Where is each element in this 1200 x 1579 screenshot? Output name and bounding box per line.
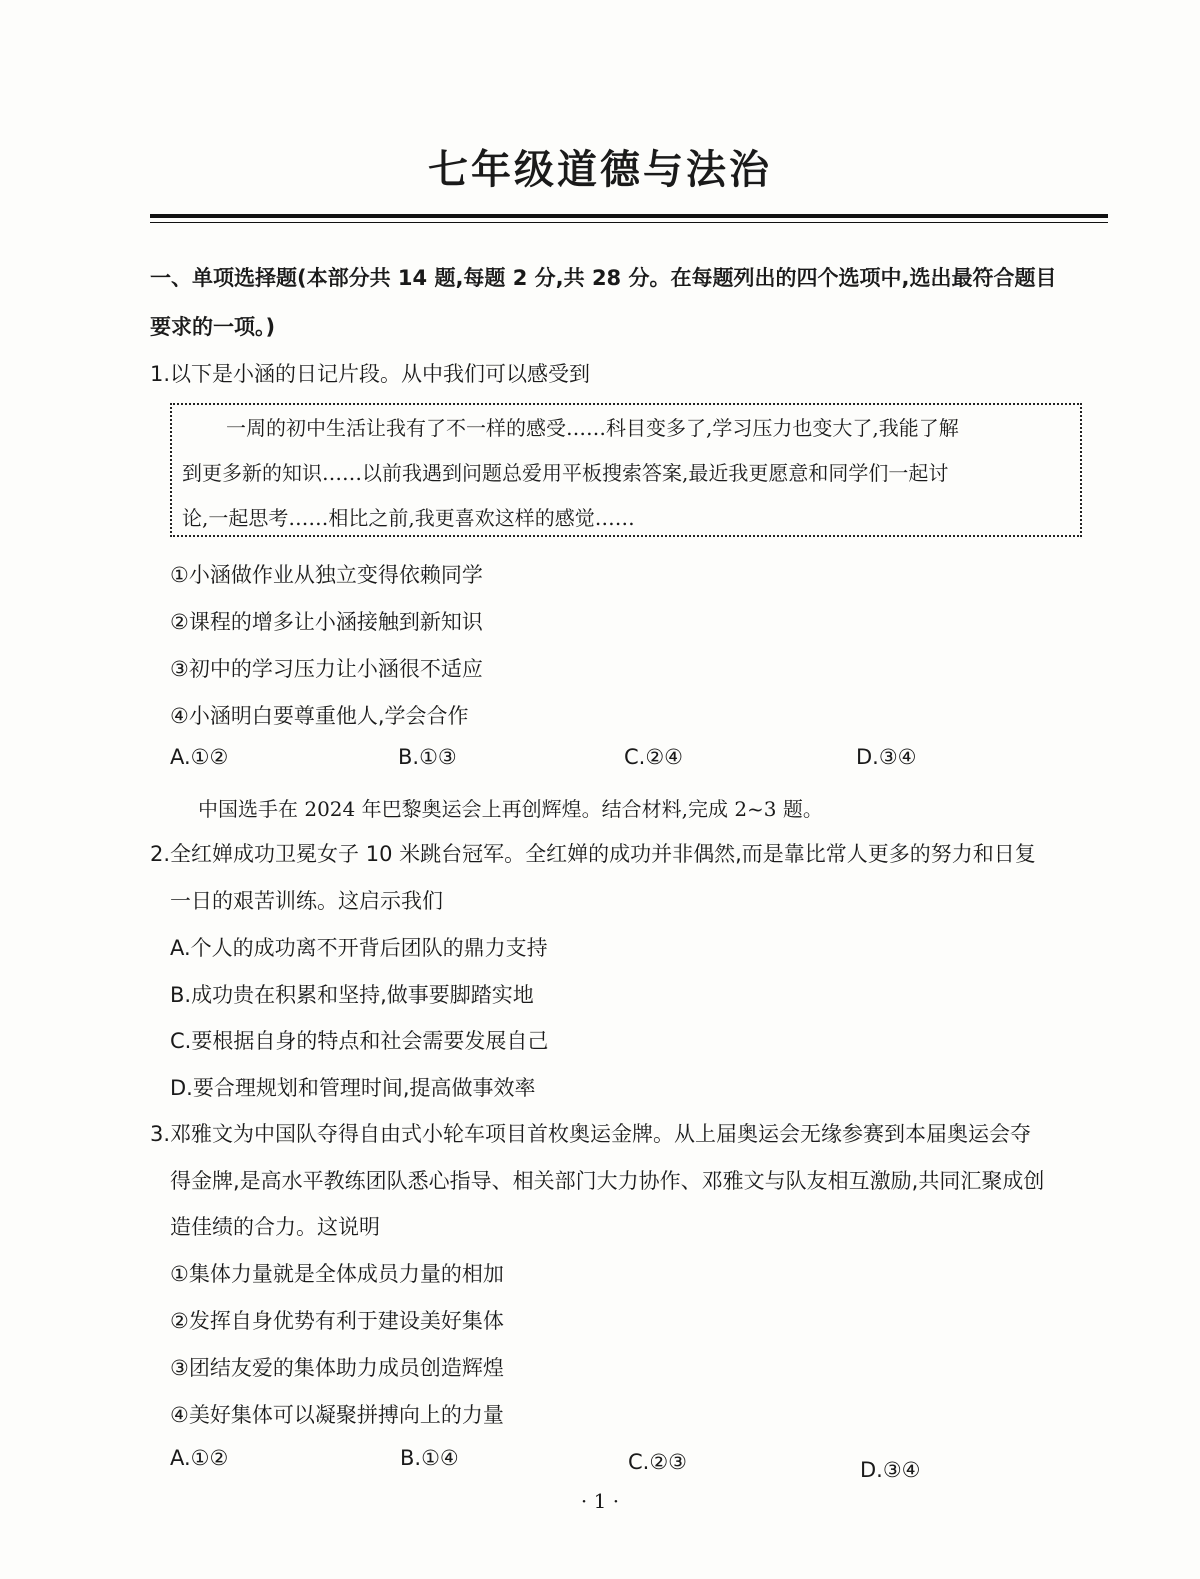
- q2-option-d: D.要合理规划和管理时间,提高做事效率: [170, 1076, 536, 1100]
- q3-statement: ④美好集体可以凝聚拼搏向上的力量: [170, 1403, 504, 1427]
- q2-option-a: A.个人的成功离不开背后团队的鼎力支持: [170, 936, 548, 960]
- page-title: 七年级道德与法治: [428, 147, 772, 193]
- q3-statement: ③团结友爱的集体助力成员创造辉煌: [170, 1356, 504, 1380]
- section-heading-line1: 一、单项选择题(本部分共 14 题,每题 2 分,共 28 分。在每题列出的四个选项中,选出最符合题目: [150, 266, 1057, 290]
- q1-statement: ③初中的学习压力让小涵很不适应: [170, 657, 483, 681]
- q1-statement: ①小涵做作业从独立变得依赖同学: [170, 563, 483, 587]
- diary-line: 论,一起思考……相比之前,我更喜欢这样的感觉……: [182, 506, 635, 530]
- q1-option-a: A.①②: [170, 745, 229, 769]
- q3-stem-line1: 3.邓雅文为中国队夺得自由式小轮车项目首枚奥运金牌。从上届奥运会无缘参赛到本届奥运会夺: [150, 1122, 1032, 1146]
- q3-statement: ②发挥自身优势有利于建设美好集体: [170, 1309, 504, 1333]
- q1-statement: ②课程的增多让小涵接触到新知识: [170, 610, 483, 634]
- q2-option-b: B.成功贵在积累和坚持,做事要脚踏实地: [170, 983, 534, 1007]
- q3-stem-line3: 造佳绩的合力。这说明: [170, 1215, 380, 1239]
- q3-option-c: C.②③: [628, 1450, 687, 1474]
- title-rule-thin: [150, 222, 1108, 223]
- q1-stem: 1.以下是小涵的日记片段。从中我们可以感受到: [150, 362, 591, 386]
- q2-stem-line1: 2.全红婵成功卫冕女子 10 米跳台冠军。全红婵的成功并非偶然,而是靠比常人更多的努力和日复: [150, 842, 1036, 866]
- q2-option-c: C.要根据自身的特点和社会需要发展自己: [170, 1029, 549, 1053]
- q1-option-d: D.③④: [856, 745, 917, 769]
- q2-stem-line2: 一日的艰苦训练。这启示我们: [170, 889, 443, 913]
- material-intro: 中国选手在 2024 年巴黎奥运会上再创辉煌。结合材料,完成 2~3 题。: [198, 797, 823, 821]
- q1-statement: ④小涵明白要尊重他人,学会合作: [170, 704, 469, 728]
- title-rule-thick: [150, 214, 1108, 218]
- diary-line: 到更多新的知识……以前我遇到问题总爱用平板搜索答案,最近我更愿意和同学们一起讨: [182, 461, 949, 485]
- diary-line: 一周的初中生活让我有了不一样的感受……科目变多了,学习压力也变大了,我能了解: [226, 416, 959, 440]
- q3-option-b: B.①④: [400, 1446, 459, 1470]
- q3-option-d: D.③④: [860, 1458, 921, 1482]
- page-number: · 1 ·: [580, 1489, 620, 1513]
- q3-stem-line2: 得金牌,是高水平教练团队悉心指导、相关部门大力协作、邓雅文与队友相互激励,共同汇聚成创: [170, 1169, 1045, 1193]
- section-heading-line2: 要求的一项。): [150, 315, 276, 339]
- q1-option-b: B.①③: [398, 745, 457, 769]
- q3-statement: ①集体力量就是全体成员力量的相加: [170, 1262, 504, 1286]
- q3-option-a: A.①②: [170, 1446, 229, 1470]
- q1-option-c: C.②④: [624, 745, 683, 769]
